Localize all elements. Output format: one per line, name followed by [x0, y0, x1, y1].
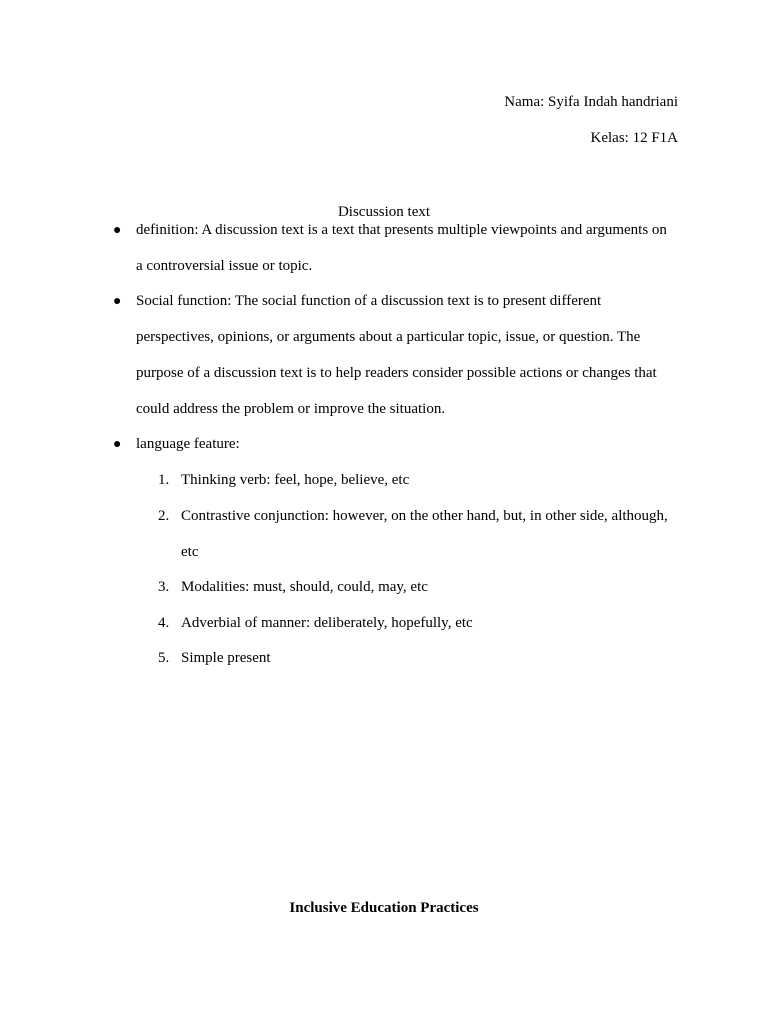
bullet-icon: ● [113, 223, 122, 238]
list-item: Contrastive conjunction: however, on the other hand, but, in other side, although, [181, 508, 668, 524]
bullet-icon: ● [113, 437, 122, 452]
bullet-icon: ● [113, 294, 122, 309]
list-number: 3. [158, 579, 170, 595]
student-class: Kelas: 12 F1A [590, 130, 678, 146]
list-item: Modalities: must, should, could, may, etc [181, 579, 428, 595]
social-function-line-3: purpose of a discussion text is to help readers consider possible actions or changes that [136, 365, 657, 381]
language-feature-heading: language feature: [136, 436, 240, 452]
list-item-continuation: etc [181, 544, 199, 560]
list-item: Thinking verb: feel, hope, believe, etc [181, 472, 410, 488]
definition-line-1: definition: A discussion text is a text that presents multiple viewpoints and arguments on [136, 222, 667, 238]
social-function-line-2: perspectives, opinions, or arguments about a particular topic, issue, or question. The [136, 329, 641, 345]
student-name: Nama: Syifa Indah handriani [504, 94, 678, 110]
list-number: 5. [158, 650, 170, 666]
list-number: 4. [158, 615, 170, 631]
list-item: Simple present [181, 650, 271, 666]
list-number: 1. [158, 472, 170, 488]
list-item: Adverbial of manner: deliberately, hopefully, etc [181, 615, 473, 631]
section-title: Inclusive Education Practices [289, 900, 479, 916]
list-number: 2. [158, 508, 170, 524]
social-function-line-4: could address the problem or improve the situation. [136, 401, 446, 417]
social-function-line-1: Social function: The social function of a discussion text is to present different [136, 293, 602, 309]
definition-line-2: a controversial issue or topic. [136, 258, 313, 274]
document-title: Discussion text [337, 204, 431, 220]
